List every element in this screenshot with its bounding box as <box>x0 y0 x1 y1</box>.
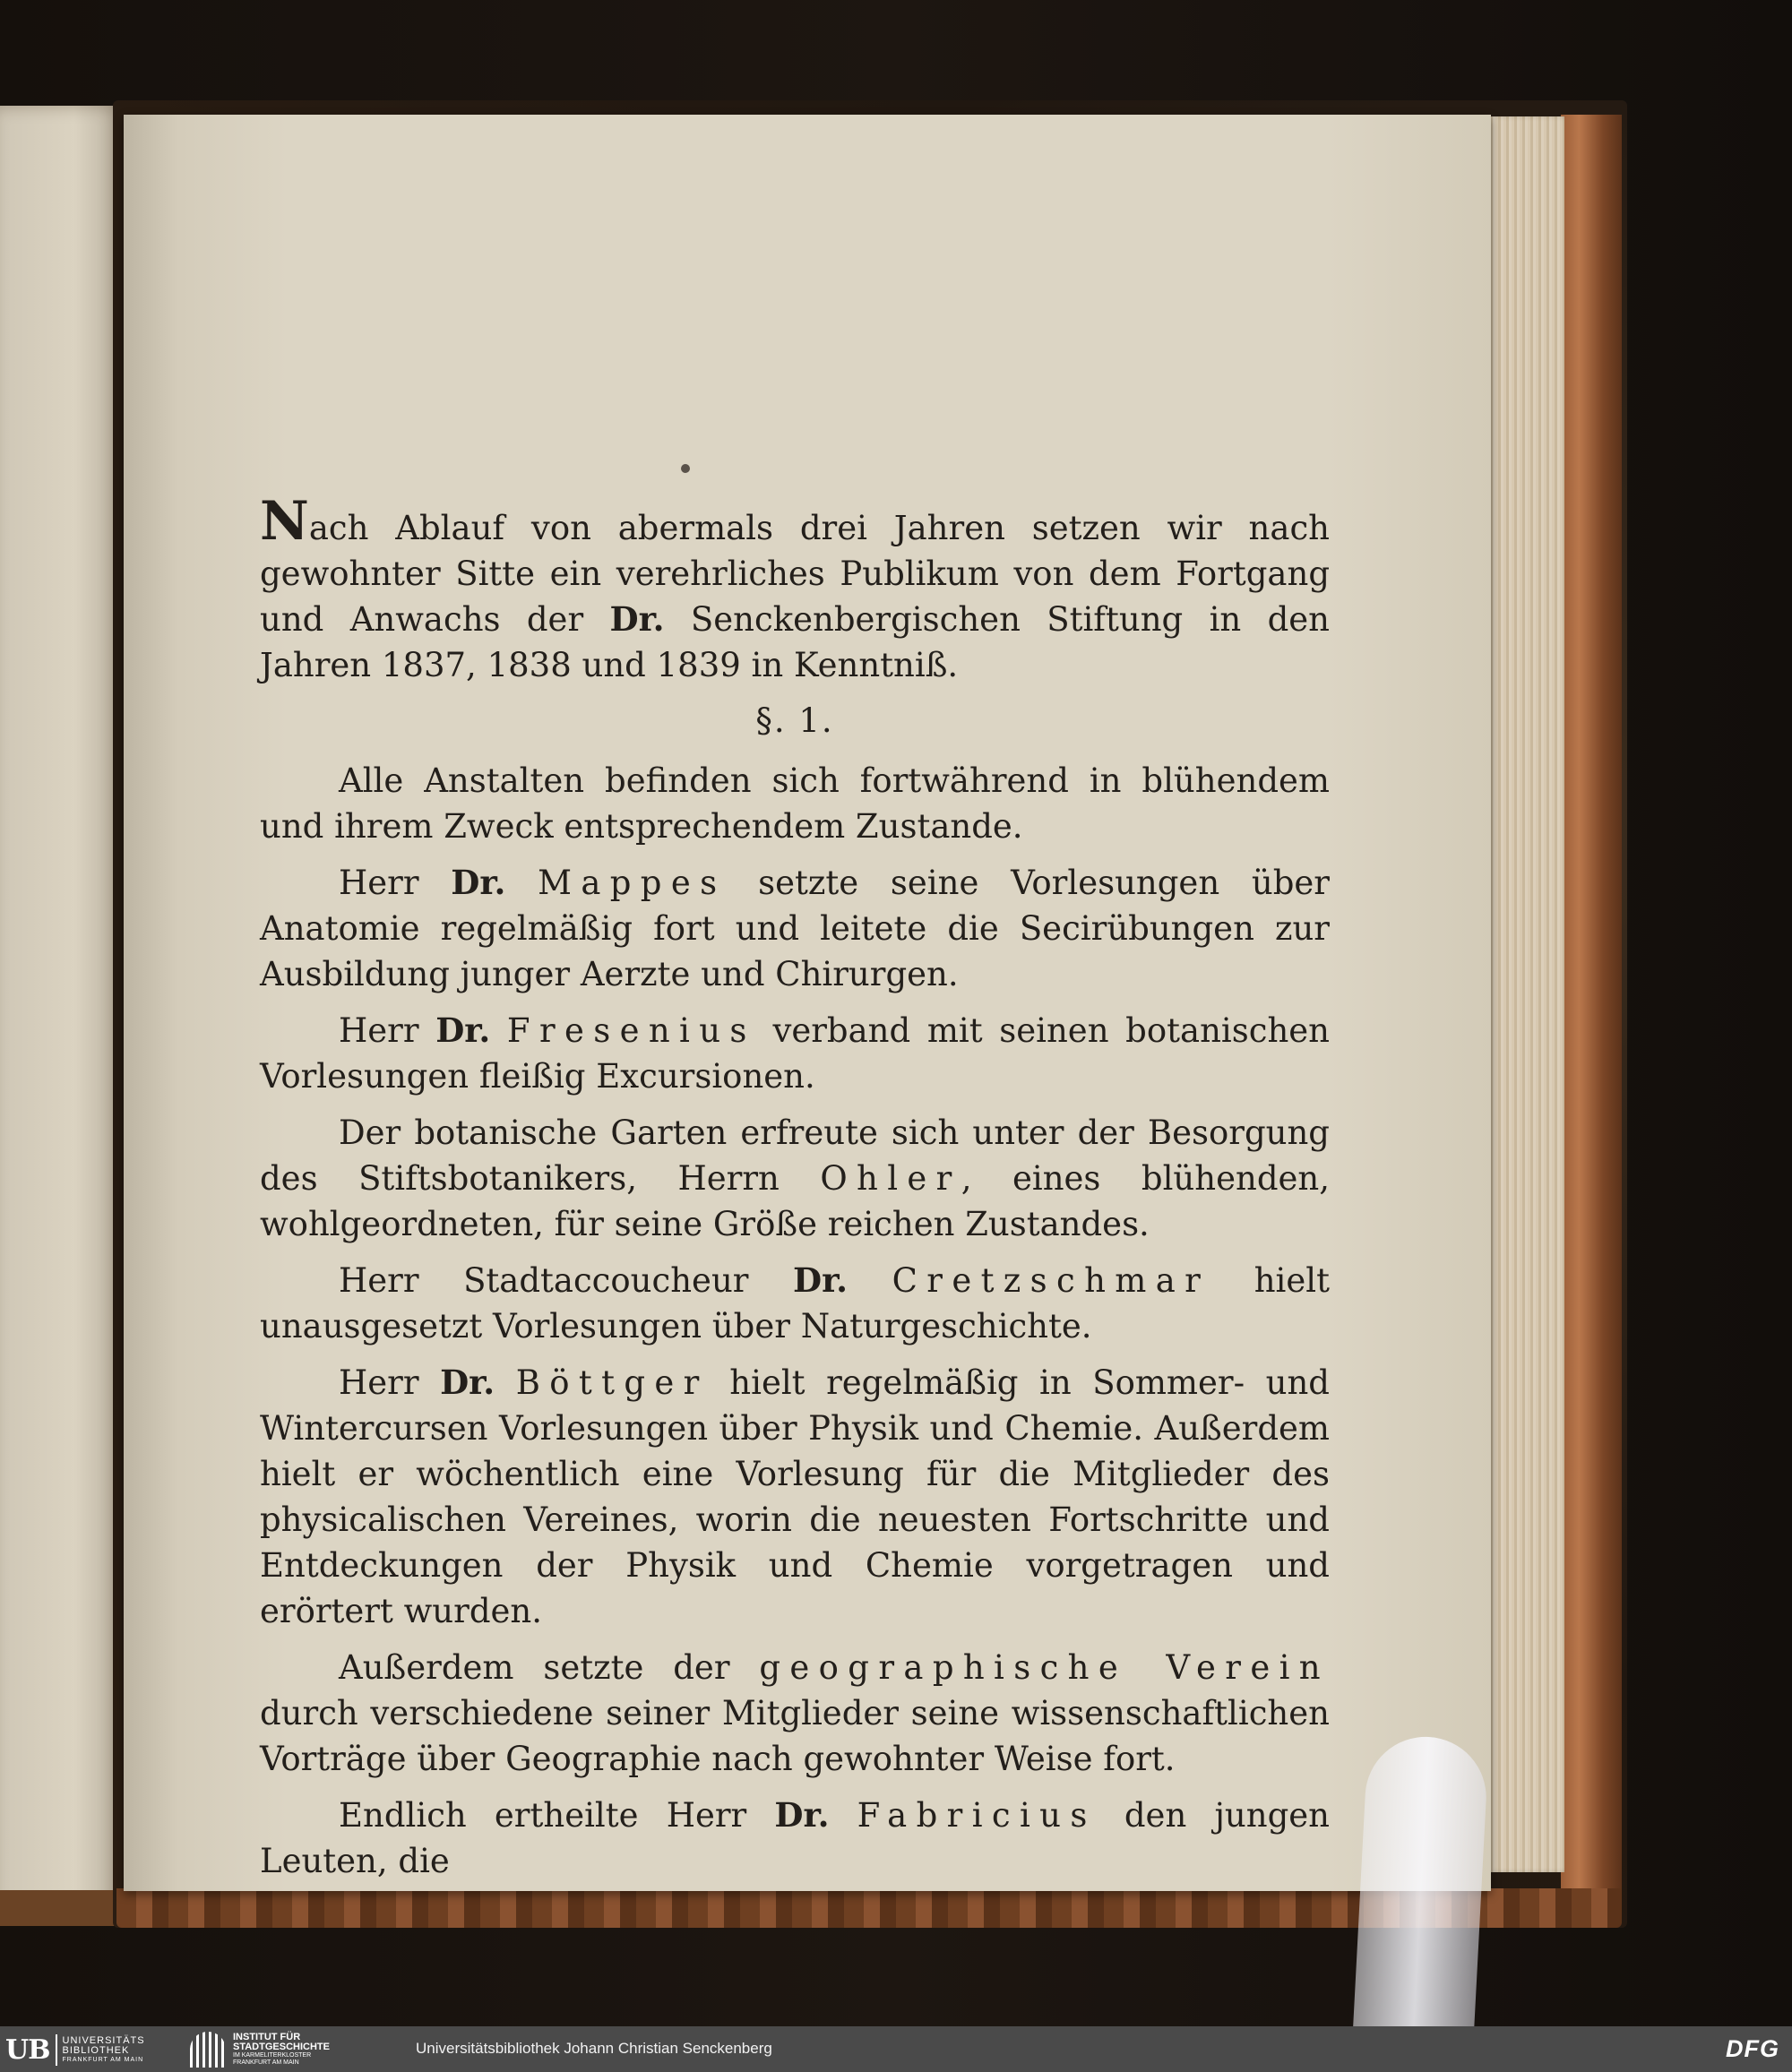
title-abbreviation: Dr. <box>774 1795 830 1835</box>
spaced-name: Böttger <box>515 1363 709 1402</box>
text-run: durch verschiedene seiner Mitglieder seine wissenschaftlichen Vorträge über Geographie nach gewohnter Weise fort. <box>260 1694 1330 1778</box>
body-paragraph <box>260 1360 1330 1634</box>
spaced-name: Fabricius <box>857 1796 1097 1835</box>
isg-logo-line-2: STADTGESCHICHTE <box>233 2042 330 2052</box>
cover-spine-edge <box>1561 115 1622 1897</box>
title-abbreviation: Dr. <box>609 599 665 639</box>
title-abbreviation: Dr. <box>440 1363 495 1402</box>
isg-logo-line-4: FRANKFURT AM MAIN <box>233 2059 299 2066</box>
drop-capital: N <box>260 490 309 553</box>
body-paragraph <box>260 758 1330 849</box>
body-paragraph <box>260 1645 1330 1782</box>
ub-logo-mark: UB <box>5 2034 57 2066</box>
text-run: Außerdem setzte der <box>339 1648 760 1687</box>
spaced-name: geographische Verein <box>759 1648 1330 1687</box>
text-run: den jungen Leuten, die <box>260 1796 1330 1880</box>
isg-logo-text <box>233 2033 330 2067</box>
intro-paragraph <box>260 490 1330 688</box>
viewer-footer <box>0 2026 1792 2072</box>
title-abbreviation: Dr. <box>435 1010 491 1050</box>
body-paragraph <box>260 860 1330 997</box>
section-heading: §. 1. <box>755 701 834 740</box>
ub-logo-line-3: FRANKFURT AM MAIN <box>62 2056 144 2063</box>
text-run: Alle Anstalten befinden sich fortwährend in blühendem und ihrem Zweck entsprechendem Zustande. <box>260 761 1330 846</box>
dfg-logo[interactable]: DFG <box>1726 2035 1779 2062</box>
page-holder-clip <box>1353 1733 1489 2026</box>
text-run: ach Ablauf von abermals drei Jahren setzen wir nach gewohnter Sitte ein verehrliches Publikum von dem Fortgang und Anwachs der <box>260 509 1330 639</box>
text-run: verband mit seinen botanischen Vorlesungen fleißig Excursionen. <box>260 1011 1330 1096</box>
text-run: Herr Stadtaccoucheur <box>339 1261 793 1300</box>
text-run <box>848 1261 892 1300</box>
ub-logo[interactable] <box>5 2032 145 2068</box>
text-run: Herr <box>339 1363 441 1402</box>
text-run: hielt unausgesetzt Vorlesungen über Naturgeschichte. <box>260 1261 1330 1346</box>
isg-logo-line-1: INSTITUT FÜR <box>233 2032 301 2042</box>
isg-logo-line-3: IM KARMELITERKLOSTER <box>233 2052 312 2059</box>
body-paragraph <box>260 1008 1330 1099</box>
ub-logo-text <box>63 2036 145 2064</box>
text-run: hielt regelmäßig in Sommer- und Wintercursen Vorlesungen über Physik und Chemie. Außerdem hielt er wöchentlich eine Vorlesung für die Mitglieder des physicalischen Vereines, worin die neuesten Fortschritte und Entdeckungen der Physik und Chemie vorgetragen und erörtert wurden. <box>260 1363 1330 1630</box>
ink-speck <box>681 464 690 473</box>
left-page-edge <box>0 106 124 1924</box>
text-run: Endlich ertheilte Herr <box>339 1796 775 1835</box>
spaced-name: Cretzschmar <box>892 1261 1210 1300</box>
spaced-name: Fresenius <box>506 1011 756 1050</box>
library-credit: Universitätsbibliothek Johann Christian Senckenberg <box>416 2040 772 2057</box>
title-abbreviation: Dr. <box>451 863 506 902</box>
text-run <box>495 1363 516 1402</box>
title-abbreviation: Dr. <box>793 1260 849 1300</box>
text-run: Senckenbergischen Stiftung in den Jahren 1837, 1838 und 1839 in Kenntniß. <box>260 600 1330 684</box>
spaced-name: Ohler <box>820 1159 961 1198</box>
ub-logo-line-1: UNIVERSITÄTS <box>62 2034 145 2046</box>
text-run <box>829 1796 857 1835</box>
text-run <box>490 1011 507 1050</box>
body-paragraph <box>260 1793 1330 1884</box>
body-paragraph <box>260 1258 1330 1349</box>
ub-logo-line-2: BIBLIOTHEK <box>62 2044 130 2056</box>
text-run: Herr <box>339 1011 436 1050</box>
text-run: , eines blühenden, wohlgeordneten, für seine Größe reichen Zustandes. <box>260 1159 1330 1243</box>
isg-logo[interactable] <box>190 2032 330 2068</box>
left-page-binding <box>0 1890 125 1926</box>
text-run <box>505 864 538 902</box>
page-stack-edge <box>1487 116 1564 1872</box>
text-run: Der botanische Garten erfreute sich unter der Besorgung des Stiftsbotanikers, Herrn <box>260 1113 1330 1198</box>
spaced-name: Mappes <box>538 864 727 902</box>
body-paragraph <box>260 1110 1330 1247</box>
page-body-text <box>260 490 1330 1884</box>
text-run: Herr <box>339 864 452 902</box>
isg-logo-icon <box>190 2032 226 2068</box>
text-run: setzte seine Vorlesungen über Anatomie regelmäßig fort und leitete die Secirübungen zur Ausbildung junger Aerzte und Chirurgen. <box>260 864 1330 993</box>
